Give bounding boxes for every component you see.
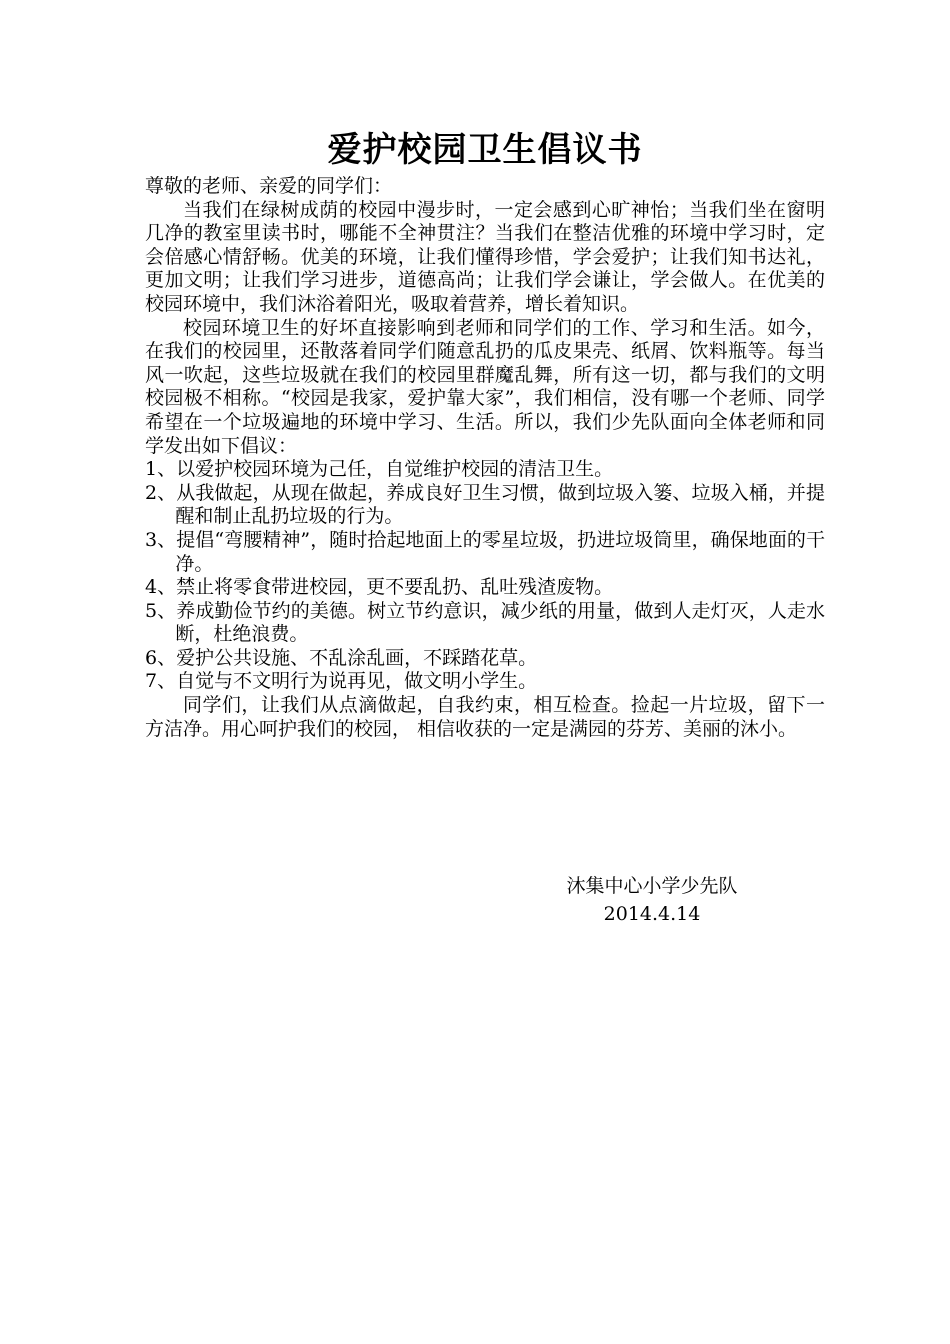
paragraph-closing: 同学们，让我们从点滴做起，自我约束，相互检查。捡起一片垃圾，留下一方洁净。用心呵护我们的校园， 相信收获的一定是满园的芬芳、美丽的沐小。 <box>145 694 825 740</box>
signature-date: 2014.4.14 <box>603 903 701 925</box>
paragraph-intro: 当我们在绿树成荫的校园中漫步时，一定会感到心旷神怡；当我们坐在窗明几净的教室里读书时，哪能不全神贯注？当我们在整洁优雅的环境中学习时，定会倍感心情舒畅。优美的环境，让我们懂得珍惜，学会爱护；让我们知书达礼，更加文明；让我们学习进步，道德高尚；让我们学会谦让，学会做人。在优美的校园环境中，我们沐浴着阳光，吸取着营养，增长着知识。 <box>145 198 825 315</box>
document-body <box>145 175 825 741</box>
signature-block <box>547 872 757 928</box>
list-item: 2、从我做起，从现在做起，养成良好卫生习惯，做到垃圾入篓、垃圾入桶，并提醒和制止乱扔垃圾的行为。 <box>145 481 825 528</box>
document-title: 爱护校园卫生倡议书 <box>327 130 643 170</box>
list-item: 1、以爱护校园环境为己任，自觉维护校园的清洁卫生。 <box>145 458 614 481</box>
paragraph-environment: 校园环境卫生的好坏直接影响到老师和同学们的工作、学习和生活。如今，在我们的校园里，还散落着同学们随意乱扔的瓜皮果壳、纸屑、饮料瓶等。每当风一吹起，这些垃圾就在我们的校园里群魔乱舞，所有这一切，都与我们的文明校园极不相称。“校园是我家，爱护靠大家”，我们相信，没有哪一个老师、同学希望在一个垃圾遍地的环境中学习、生活。所以，我们少先队面向全体老师和同学发出如下倡议： <box>145 316 825 457</box>
signature-org: 沐集中心小学少先队 <box>566 875 738 897</box>
list-item: 3、提倡“弯腰精神”，随时拾起地面上的零星垃圾，扔进垃圾筒里，确保地面的干净。 <box>145 528 825 575</box>
greeting-line: 尊敬的老师、亲爱的同学们： <box>145 175 393 197</box>
proposal-list <box>145 458 825 694</box>
list-item: 5、养成勤俭节约的美德。树立节约意识，减少纸的用量，做到人走灯灭，人走水断，杜绝浪费。 <box>145 599 825 646</box>
list-item: 6、爱护公共设施、不乱涂乱画，不踩踏花草。 <box>145 646 538 669</box>
document-page <box>145 125 825 741</box>
list-item: 7、自觉与不文明行为说再见，做文明小学生。 <box>145 670 538 693</box>
list-item: 4、禁止将零食带进校园，更不要乱扔、乱吐残渣废物。 <box>145 576 614 599</box>
